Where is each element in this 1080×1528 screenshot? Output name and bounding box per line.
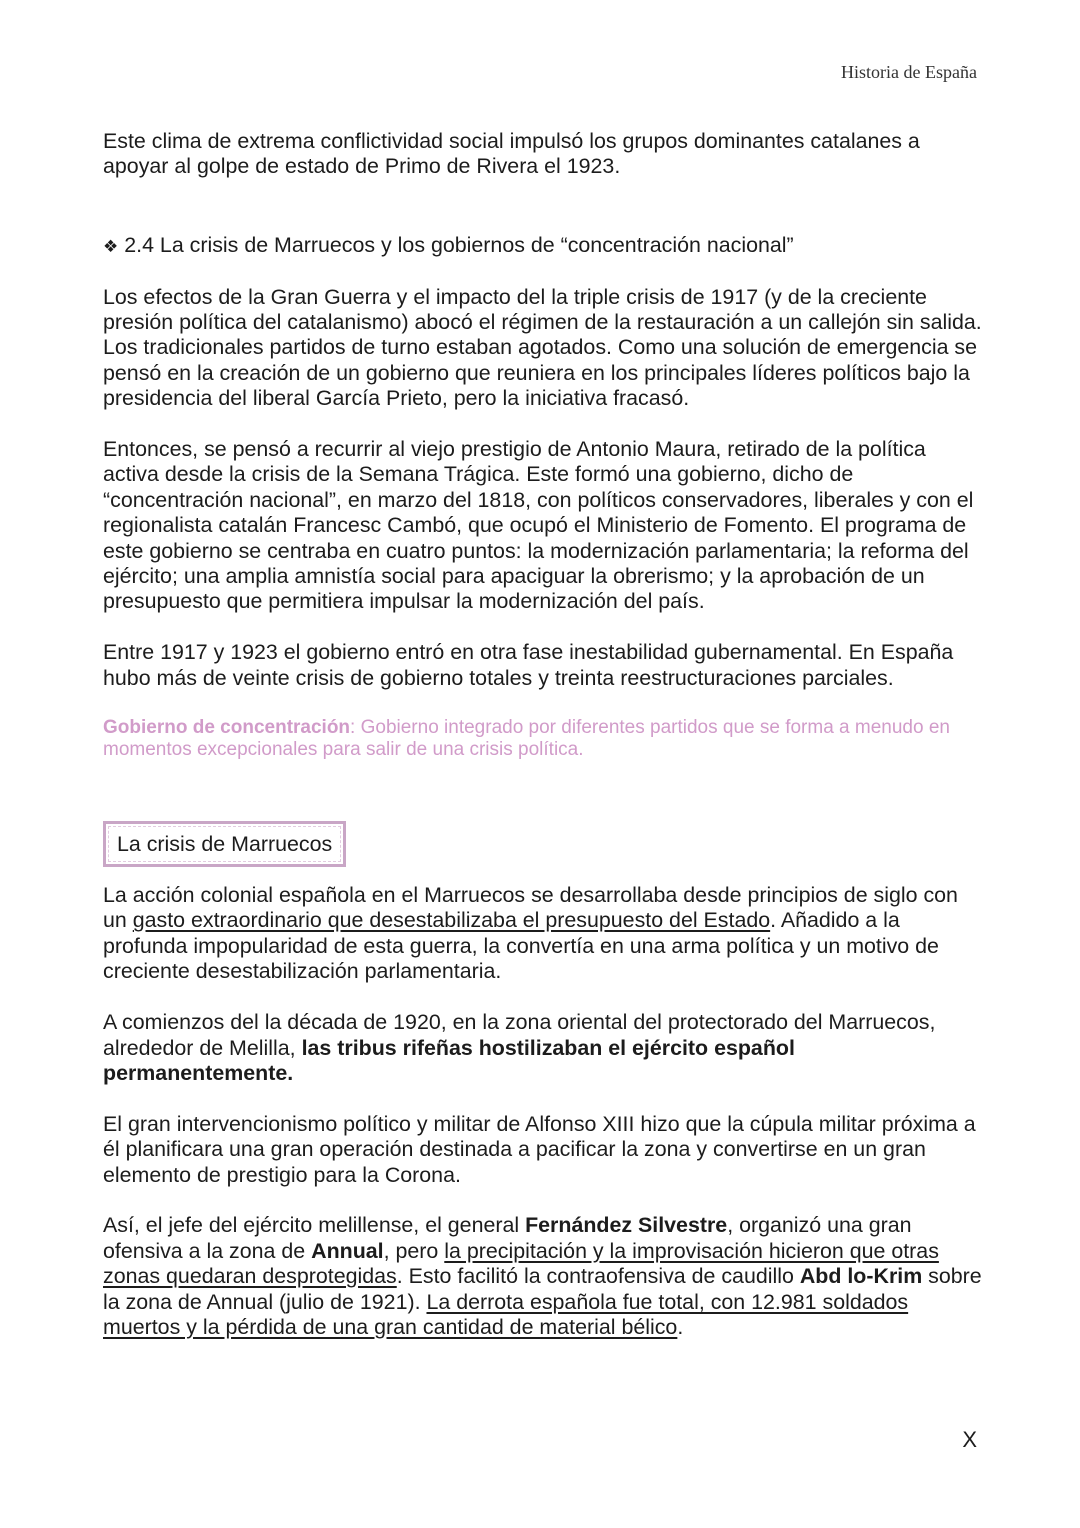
text-span: . xyxy=(677,1314,684,1339)
boxed-heading-wrapper xyxy=(103,821,983,867)
text-span: . Esto facilitó la contraofensiva de caudillo xyxy=(396,1264,800,1289)
section-heading xyxy=(103,233,983,259)
section-heading-text: 2.4 La crisis de Marruecos y los gobiernos de “concentración nacional” xyxy=(124,232,794,257)
document-body xyxy=(103,129,983,1340)
bold-text: Annual xyxy=(311,1238,384,1263)
page-close-mark: X xyxy=(962,1427,977,1452)
definition-term: Gobierno de concentración xyxy=(103,717,351,739)
underlined-text: gasto extraordinario que desestabilizaba el presupuesto del Estado xyxy=(132,908,771,933)
intro-paragraph: Este clima de extrema conflictividad social impulsó los grupos dominantes catalanes a apoyar al golpe de estado de Primo de Rivera el 1923. xyxy=(103,129,920,179)
boxed-heading: La crisis de Marruecos xyxy=(103,821,346,867)
bold-text: Abd lo-Krim xyxy=(799,1264,923,1289)
underlined-text: la precipitación y la improvisación hicieron que otras zonas quedaran desprotegidas xyxy=(103,1238,939,1289)
paragraph-alfonso-xiii: El gran intervencionismo político y militar de Alfonso XIII hizo que la cúpula militar próxima a él planificara una gran operación destinada a pacificar la zona y convertirse en un gran elemento de prestigio para la Corona. xyxy=(103,1111,976,1187)
paragraph-inestabilidad: Entre 1917 y 1923 el gobierno entró en otra fase inestabilidad gubernamental. En España hubo más de veinte crisis de gobierno totales y treinta reestructuraciones parciales. xyxy=(103,640,954,690)
underlined-text: La derrota española fue total, con 12.981 soldados muertos y la pérdida de una gran cantidad de material bélico xyxy=(103,1289,909,1339)
bold-text: las tribus rifeñas hostilizaban el ejército español permanentemente. xyxy=(103,1035,795,1085)
text-span: La acción colonial española en el Marruecos se desarrollaba desde principios de siglo con un xyxy=(103,883,958,933)
paragraph-gran-guerra: Los efectos de la Gran Guerra y el impacto del la triple crisis de 1917 (y de la creciente presión política del catalanismo) abocó el régimen de la restauración a un callejón sin salida. Los tradicionales partidos de turno estaban agotados. Como una solución de emergencia se pensó en la creación de un gobierno que reuniera en los principales líderes políticos bajo la presidencia del liberal García Prieto, pero la iniciativa fracasó. xyxy=(103,284,982,411)
paragraph-melilla xyxy=(103,1010,983,1086)
text-span: , organizó una gran ofensiva a la zona de xyxy=(103,1213,912,1263)
text-span: A comienzos del la década de 1920, en la zona oriental del protectorado del Marruecos, alrededor de Melilla, xyxy=(103,1010,936,1060)
definition-text: : Gobierno integrado por diferentes partidos que se forma a menudo en momentos excepcionales para salir de una crisis política. xyxy=(103,717,950,761)
text-span: , pero xyxy=(383,1238,445,1263)
paragraph-accion-colonial xyxy=(103,883,983,985)
paragraph-antonio-maura: Entonces, se pensó a recurrir al viejo prestigio de Antonio Maura, retirado de la política activa desde la crisis de la Semana Trágica. Este formó una gobierno, dicho de “concentración nacional”, en marzo del 1818, con políticos conservadores, liberales y con el regionalista catalán Francesc Cambó, que ocupó el Ministerio de Fomento. El programa de este gobierno se centraba en cuatro puntos: la modernización parlamentaria; la reforma del ejército; una amplia amnistía social para apaciguar la obrerismo; y la aprobación de un presupuesto que permitiera impulsar la modernización del país. xyxy=(103,437,974,614)
page-header-title: Historia de España xyxy=(841,62,977,82)
text-span: sobre la zona de Annual (julio de 1921). xyxy=(103,1264,982,1314)
bold-text: Fernández Silvestre xyxy=(525,1213,728,1238)
text-span: . Añadido a la profunda impopularidad de esta guerra, la convertía en una arma política y un motivo de creciente desestabilización parlamentaria. xyxy=(103,908,939,984)
text-span: Así, el jefe del ejército melillense, el general xyxy=(103,1213,526,1238)
paragraph-annual xyxy=(103,1213,983,1340)
definition-note xyxy=(103,717,983,761)
bullet-icon: ❖ xyxy=(103,236,119,256)
